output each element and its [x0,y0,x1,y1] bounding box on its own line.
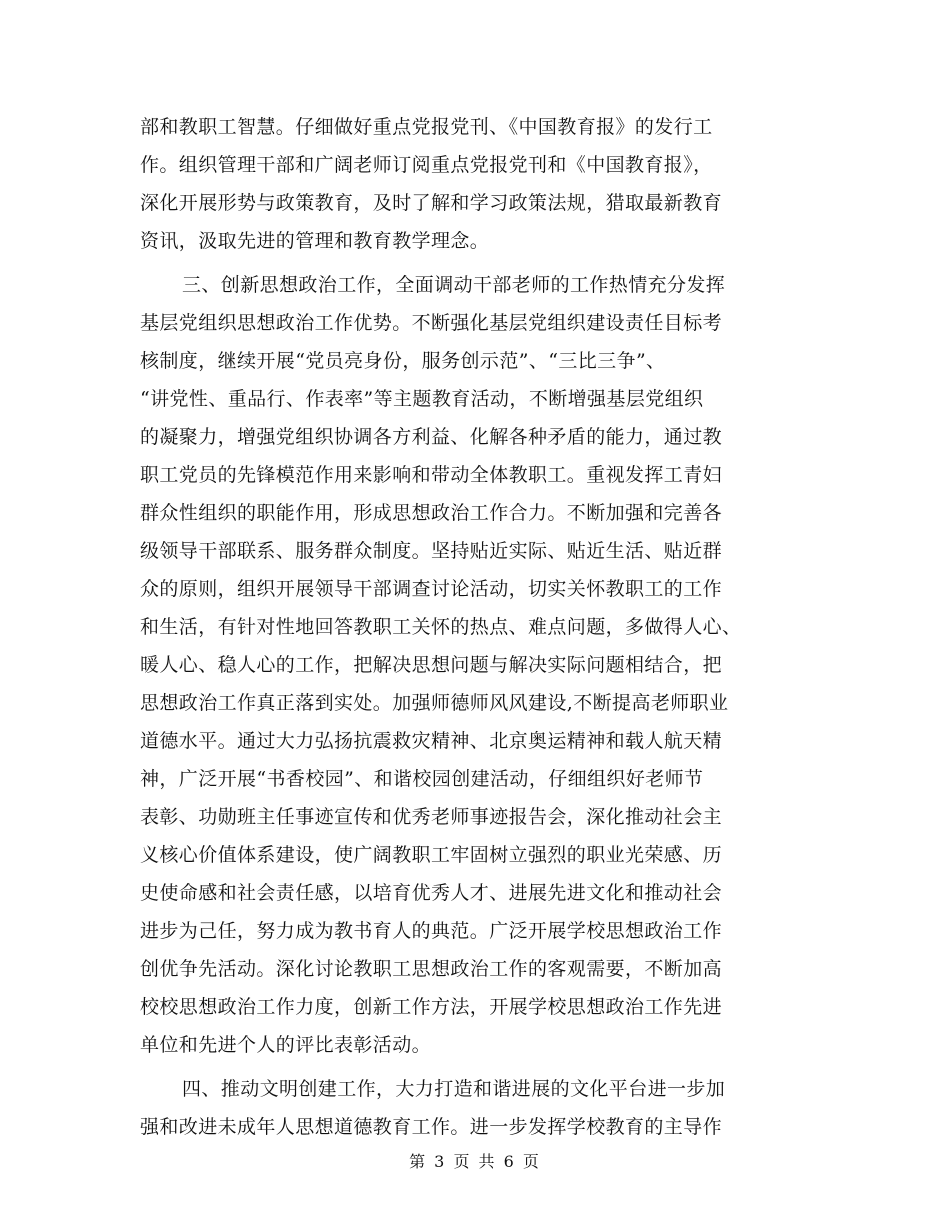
text-line: 的凝聚力，增强党组织协调各方利益、化解各种矛盾的能力，通过教 [140,426,723,448]
body-text [140,108,820,1146]
text-line: 级领导干部联系、服务群众制度。坚持贴近实际、贴近生活、贴近群 [140,540,723,562]
text-line: 资讯，汲取先进的管理和教育教学理念。 [140,230,490,252]
page-number-footer: 第 3 页 共 6 页 [409,1152,541,1171]
text-line: 核制度，继续开展“党员亮身份，服务创示范”、“三比三争”、 [140,350,666,372]
paragraph-1 [140,108,820,260]
text-line: 单位和先进个人的评比表彰活动。 [140,1034,432,1056]
text-line: 神，广泛开展“书香校园”、和谐校园创建活动，仔细组织好老师节 [140,768,704,790]
text-line: 思想政治工作真正落到实处。加强师德师风风建设,不断提高老师职业 [140,692,729,714]
text-line: 群众性组织的职能作用，形成思想政治工作合力。不断加强和完善各 [140,502,723,524]
text-line: 职工党员的先锋模范作用来影响和带动全体教职工。重视发挥工青妇 [140,464,723,486]
paragraph-2 [140,266,820,1064]
text-line: 道德水平。通过大力弘扬抗震救灾精神、北京奥运精神和载人航天精 [140,730,723,752]
paragraph-3 [140,1070,820,1146]
text-line: 众的原则，组织开展领导干部调查讨论活动，切实关怀教职工的工作 [140,578,723,600]
text-line: 暖人心、稳人心的工作，把解决思想问题与解决实际问题相结合，把 [140,654,723,676]
text-line: 表彰、功勋班主任事迹宣传和优秀老师事迹报告会，深化推动社会主 [140,806,723,828]
text-line: 进步为己任，努力成为教书育人的典范。广泛开展学校思想政治工作 [140,920,723,942]
text-line: 校校思想政治工作力度，创新工作方法，开展学校思想政治工作先进 [140,996,723,1018]
text-line: 三、创新思想政治工作，全面调动干部老师的工作热情充分发挥 [182,274,726,296]
text-line: 义核心价值体系建设，使广阔教职工牢固树立强烈的职业光荣感、历 [140,844,723,866]
text-line: 四、推动文明创建工作，大力打造和谐进展的文化平台进一步加 [182,1078,726,1100]
text-line: 深化开展形势与政策教育，及时了解和学习政策法规，猎取最新教育 [140,192,723,214]
text-line: 部和教职工智慧。仔细做好重点党报党刊、《中国教育报》的发行工 [140,116,713,138]
text-line: 作。组织管理干部和广阔老师订阅重点党报党刊和《中国教育报》， [140,154,713,176]
text-line: “讲党性、重品行、作表率”等主题教育活动，不断增强基层党组织 [140,388,704,410]
text-line: 基层党组织思想政治工作优势。不断强化基层党组织建设责任目标考 [140,312,723,334]
text-line: 创优争先活动。深化讨论教职工思想政治工作的客观需要，不断加高 [140,958,723,980]
text-line: 史使命感和社会责任感，以培育优秀人才、进展先进文化和推动社会 [140,882,723,904]
text-line: 强和改进未成年人思想道德教育工作。进一步发挥学校教育的主导作 [140,1116,723,1138]
text-line: 和生活，有针对性地回答教职工关怀的热点、难点问题，多做得人心、 [140,616,742,638]
